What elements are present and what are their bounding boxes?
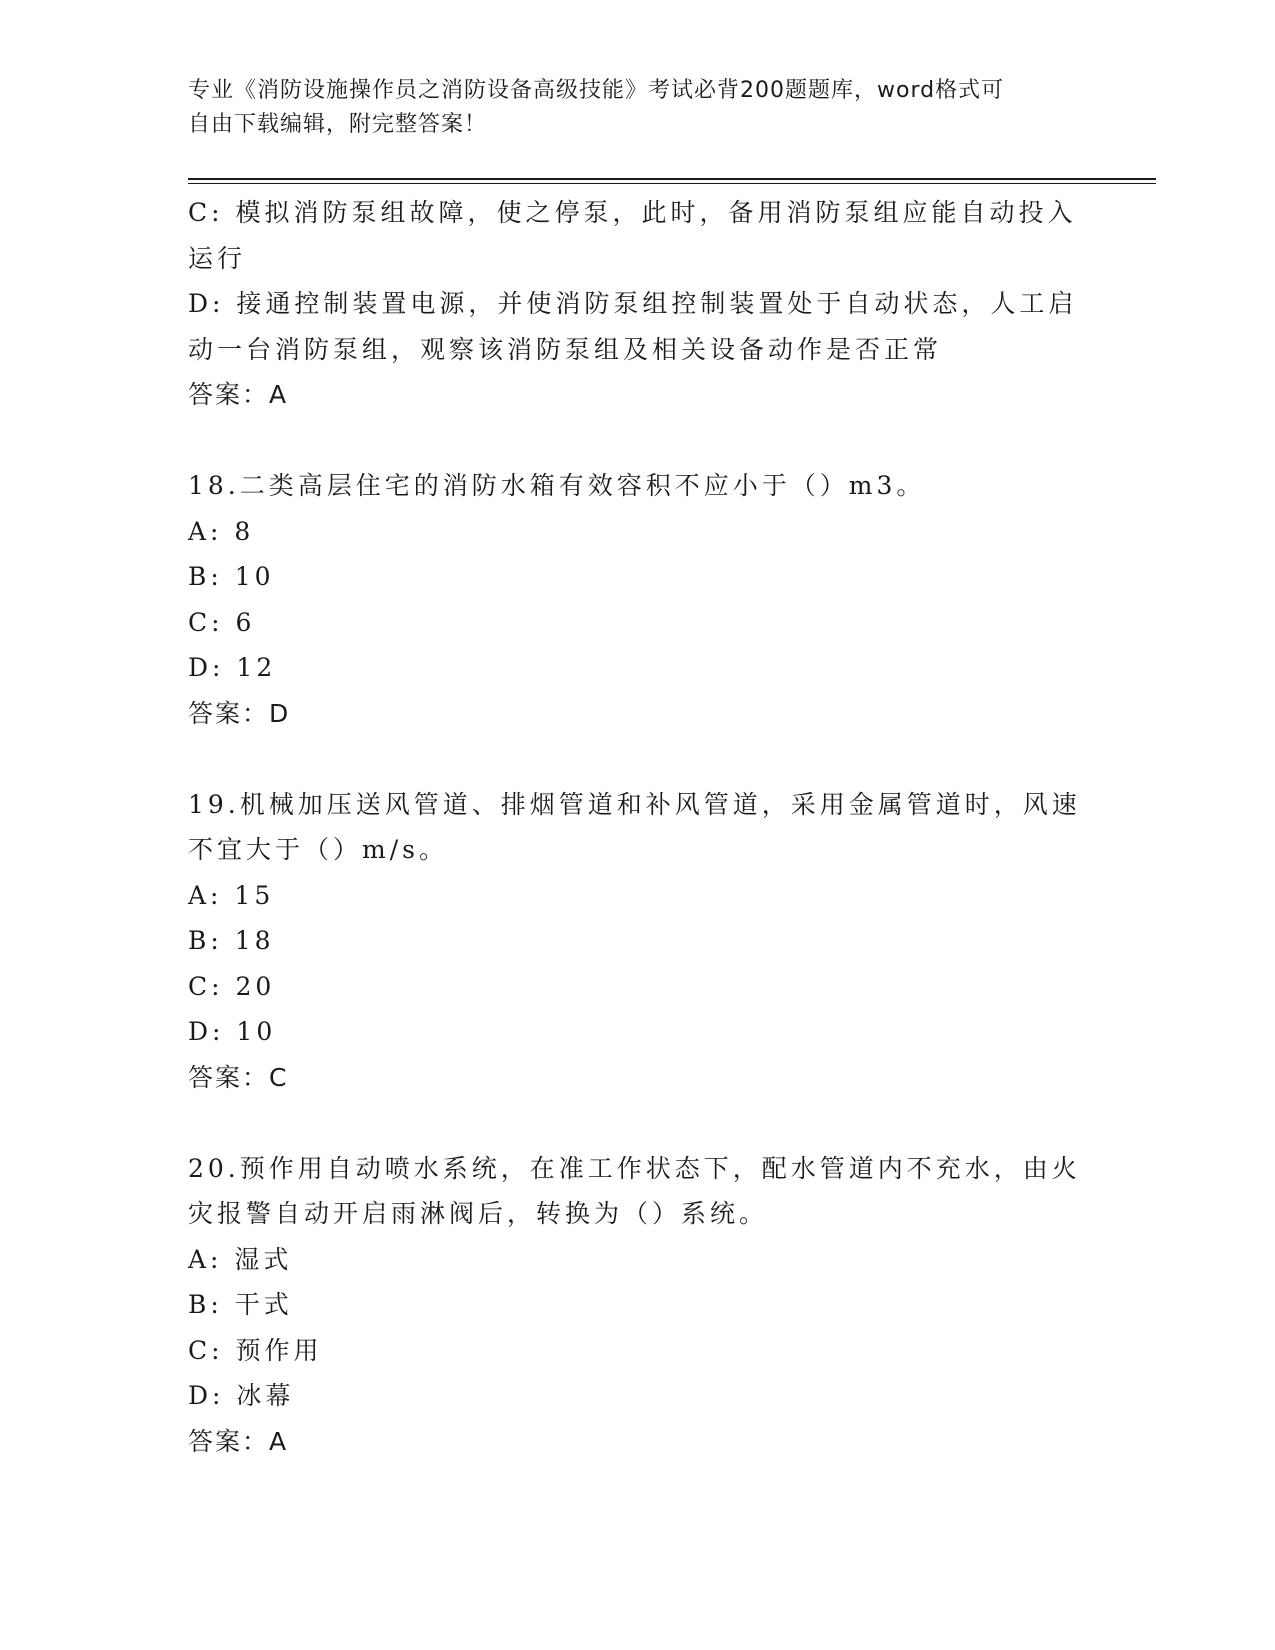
question-stem: 灾报警自动开启雨淋阀后，转换为（）系统。 xyxy=(188,1199,769,1228)
spacer xyxy=(188,736,1088,782)
option-d: D: 冰幕 xyxy=(188,1381,295,1410)
header-rule-thick xyxy=(188,178,1156,180)
question-19 xyxy=(188,782,1088,1101)
option-b: B: 18 xyxy=(188,926,275,955)
option-c-line: C: 模拟消防泵组故障，使之停泵，此时，备用消防泵组应能自动投入 xyxy=(188,198,1077,227)
spacer xyxy=(188,418,1088,464)
answer-label: 答案：A xyxy=(188,380,289,409)
option-d-line: D: 接通控制装置电源，并使消防泵组控制装置处于自动状态，人工启 xyxy=(188,289,1078,318)
question-20 xyxy=(188,1146,1088,1465)
header-rule-thin xyxy=(188,183,1156,184)
option-b: B: 干式 xyxy=(188,1290,293,1319)
question-stem: 18.二类高层住宅的消防水箱有效容积不应小于（）m3。 xyxy=(188,471,926,500)
question-stem: 19.机械加压送风管道、排烟管道和补风管道，采用金属管道时，风速 xyxy=(188,789,1081,819)
option-c: C: 6 xyxy=(188,607,256,637)
option-a: A: 湿式 xyxy=(188,1244,293,1274)
option-c-line: 运行 xyxy=(188,243,247,273)
option-a: A: 15 xyxy=(188,880,275,910)
question-17-continued xyxy=(188,190,1088,418)
document-body xyxy=(188,190,1088,1464)
answer-label: 答案：C xyxy=(188,1062,289,1092)
option-c: C: 20 xyxy=(188,971,276,1001)
question-stem: 20.预作用自动喷水系统，在准工作状态下，配水管道内不充水，由火 xyxy=(188,1153,1081,1183)
option-a: A: 8 xyxy=(188,516,255,546)
question-18 xyxy=(188,463,1088,736)
option-d-line: 动一台消防泵组，观察该消防泵组及相关设备动作是否正常 xyxy=(188,334,943,364)
answer-label: 答案：A xyxy=(188,1426,289,1456)
option-d: D: 10 xyxy=(188,1017,277,1046)
option-d: D: 12 xyxy=(188,653,277,682)
header-line-1: 专业《消防设施操作员之消防设备高级技能》考试必背200题题库，word格式可 xyxy=(188,78,1005,103)
question-stem: 不宜大于（）m/s。 xyxy=(188,835,448,864)
document-header xyxy=(188,74,1068,142)
spacer xyxy=(188,1100,1088,1146)
option-c: C: 预作用 xyxy=(188,1335,323,1365)
header-line-2: 自由下载编辑，附完整答案！ xyxy=(188,112,488,137)
answer-label: 答案：D xyxy=(188,698,291,728)
option-b: B: 10 xyxy=(188,562,275,591)
